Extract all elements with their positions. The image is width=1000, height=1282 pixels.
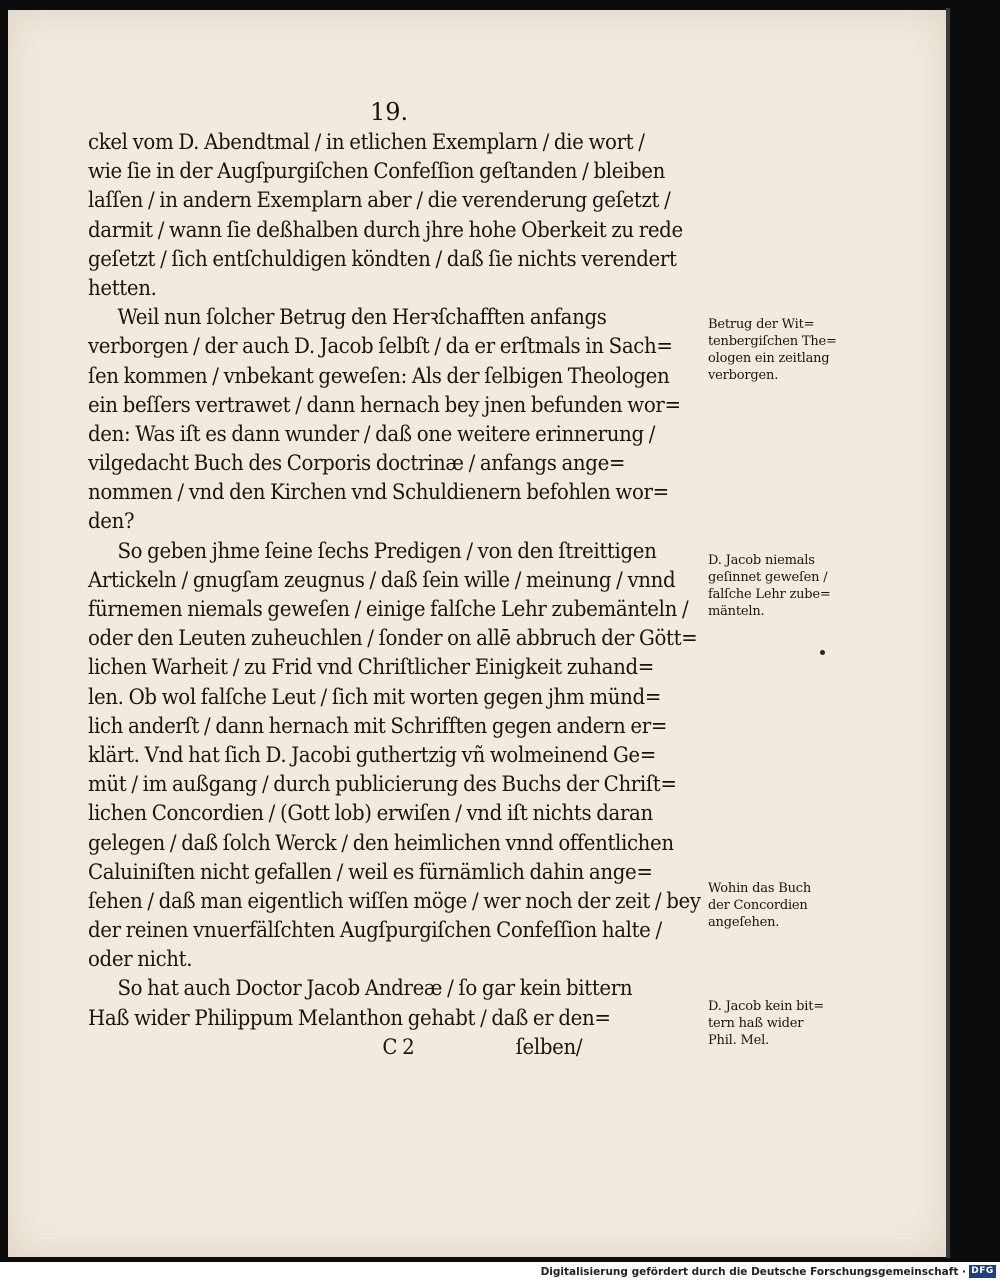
text-line: den: Was iſt es dann wunder / daß one weitere erinnerung /	[88, 421, 656, 447]
signature-mark: C 2	[382, 1034, 415, 1060]
margin-note-line: angeſehen.	[708, 915, 780, 930]
page-edge-shadow	[946, 8, 950, 1258]
text-line: oder nicht.	[88, 947, 193, 973]
text-line: gelegen / daß ſolch Werck / den heimlichen vnnd offentlichen	[88, 830, 674, 856]
ink-speck	[820, 650, 825, 655]
text-line: nommen / vnd den Kirchen vnd Schuldienern befohlen wor=	[88, 480, 669, 506]
text-line: den?	[88, 509, 135, 535]
text-line: Haß wider Philippum Melanthon gehabt / daß er den=	[88, 1005, 611, 1031]
text-line: lichen Warheit / zu Frid vnd Chriſtlicher Einigkeit zuhand=	[88, 655, 654, 681]
text-line: ſehen / daß man eigentlich wiſſen möge / wer noch der zeit / bey	[88, 888, 701, 914]
text-line: laſſen / in andern Exemplarn aber / die verenderung geſetzt /	[88, 188, 671, 214]
paragraph-start-line: So hat auch Doctor Jacob Andreæ / ſo gar kein bittern	[117, 976, 633, 1002]
margin-note-line: Betrug der Wit=	[708, 317, 815, 332]
text-line: oder den Leuten zuheuchlen / ſonder on allē abbruch der Gött=	[88, 626, 698, 652]
margin-note-line: Phil. Mel.	[708, 1033, 769, 1048]
margin-note-line: D. Jacob kein bit=	[708, 999, 824, 1014]
margin-note-line: ologen ein zeitlang	[708, 351, 830, 366]
text-line: len. Ob wol falſche Leut / ſich mit worten gegen jhm münd=	[88, 684, 662, 710]
paragraph-start-line: So geben jhme ſeine ſechs Predigen / von den ſtreittigen	[117, 538, 657, 564]
text-line: vilgedacht Buch des Corporis doctrinæ / anfangs ange=	[88, 451, 626, 477]
text-line: hetten.	[88, 275, 157, 301]
text-line: ein beſſers vertrawet / dann hernach bey jnen befunden wor=	[88, 392, 681, 418]
dfg-logo: DFG	[969, 1265, 996, 1278]
margin-note-line: Wohin das Buch	[708, 881, 811, 896]
margin-note-line: tenbergiſchen The=	[708, 334, 837, 349]
catchword-line	[88, 1033, 660, 1062]
main-text-block	[88, 128, 701, 1062]
page-number: 19.	[370, 98, 409, 126]
margin-note-betrug	[708, 316, 868, 384]
text-line: müt / im außgang / durch publicierung des Buchs der Chriſt=	[88, 772, 677, 798]
text-line: ſen kommen / vnbekant geweſen: Als der ſelbigen Theologen	[88, 363, 670, 389]
text-line: ckel vom D. Abendtmal / in etlichen Exemplarn / die wort /	[88, 130, 645, 155]
margin-note-line: verborgen.	[708, 368, 779, 383]
text-line: klärt. Vnd hat ſich D. Jacobi guthertzig vñ wolmeinend Ge=	[88, 742, 656, 768]
text-line: geſetzt / ſich entſchuldigen köndten / daß ſie nichts verendert	[88, 246, 677, 272]
catchword: ſelben/	[515, 1034, 583, 1060]
text-line: lich anderſt / dann hernach mit Schrifften gegen andern er=	[88, 713, 668, 739]
text-line: lichen Concordien / (Gott lob) erwiſen / vnd iſt nichts daran	[88, 801, 653, 827]
text-line: darmit / wann ſie deßhalben durch jhre hohe Oberkeit zu rede	[88, 217, 683, 243]
margin-note-concordien	[708, 880, 868, 931]
text-line: wie ſie in der Augſpurgiſchen Confeſſion geſtanden / bleiben	[88, 159, 665, 185]
margin-note-line: D. Jacob niemals	[708, 553, 815, 568]
paragraph-start-line: Weil nun ſolcher Betrug den Herꝛſchafften anfangs	[117, 305, 607, 331]
text-line: Artickeln / gnugſam zeugnus / daß ſein wille / meinung / vnnd	[88, 567, 676, 593]
funding-credit: Digitalisierung gefördert durch die Deutsche Forschungsgemeinschaft ·	[540, 1266, 966, 1278]
text-line: verborgen / der auch D. Jacob ſelbſt / da er erſtmals in Sach=	[88, 334, 673, 360]
margin-note-line: falſche Lehr zube=	[708, 587, 831, 602]
margin-note-line: tern haß wider	[708, 1016, 804, 1031]
text-line: der reinen vnuerfälſchten Augſpurgiſchen Confeſſion halte /	[88, 918, 662, 944]
margin-note-jacob-niemals	[708, 552, 868, 620]
margin-note-line: mänteln.	[708, 604, 765, 619]
margin-note-line: geſinnet geweſen /	[708, 570, 828, 585]
margin-note-line: der Concordien	[708, 898, 808, 913]
margin-note-kein-hass	[708, 998, 868, 1049]
text-line: Caluiniſten nicht gefallen / weil es fürnämlich dahin ange=	[88, 859, 653, 885]
text-line: fürnemen niemals geweſen / einige falſche Lehr zubemänteln /	[88, 597, 689, 622]
